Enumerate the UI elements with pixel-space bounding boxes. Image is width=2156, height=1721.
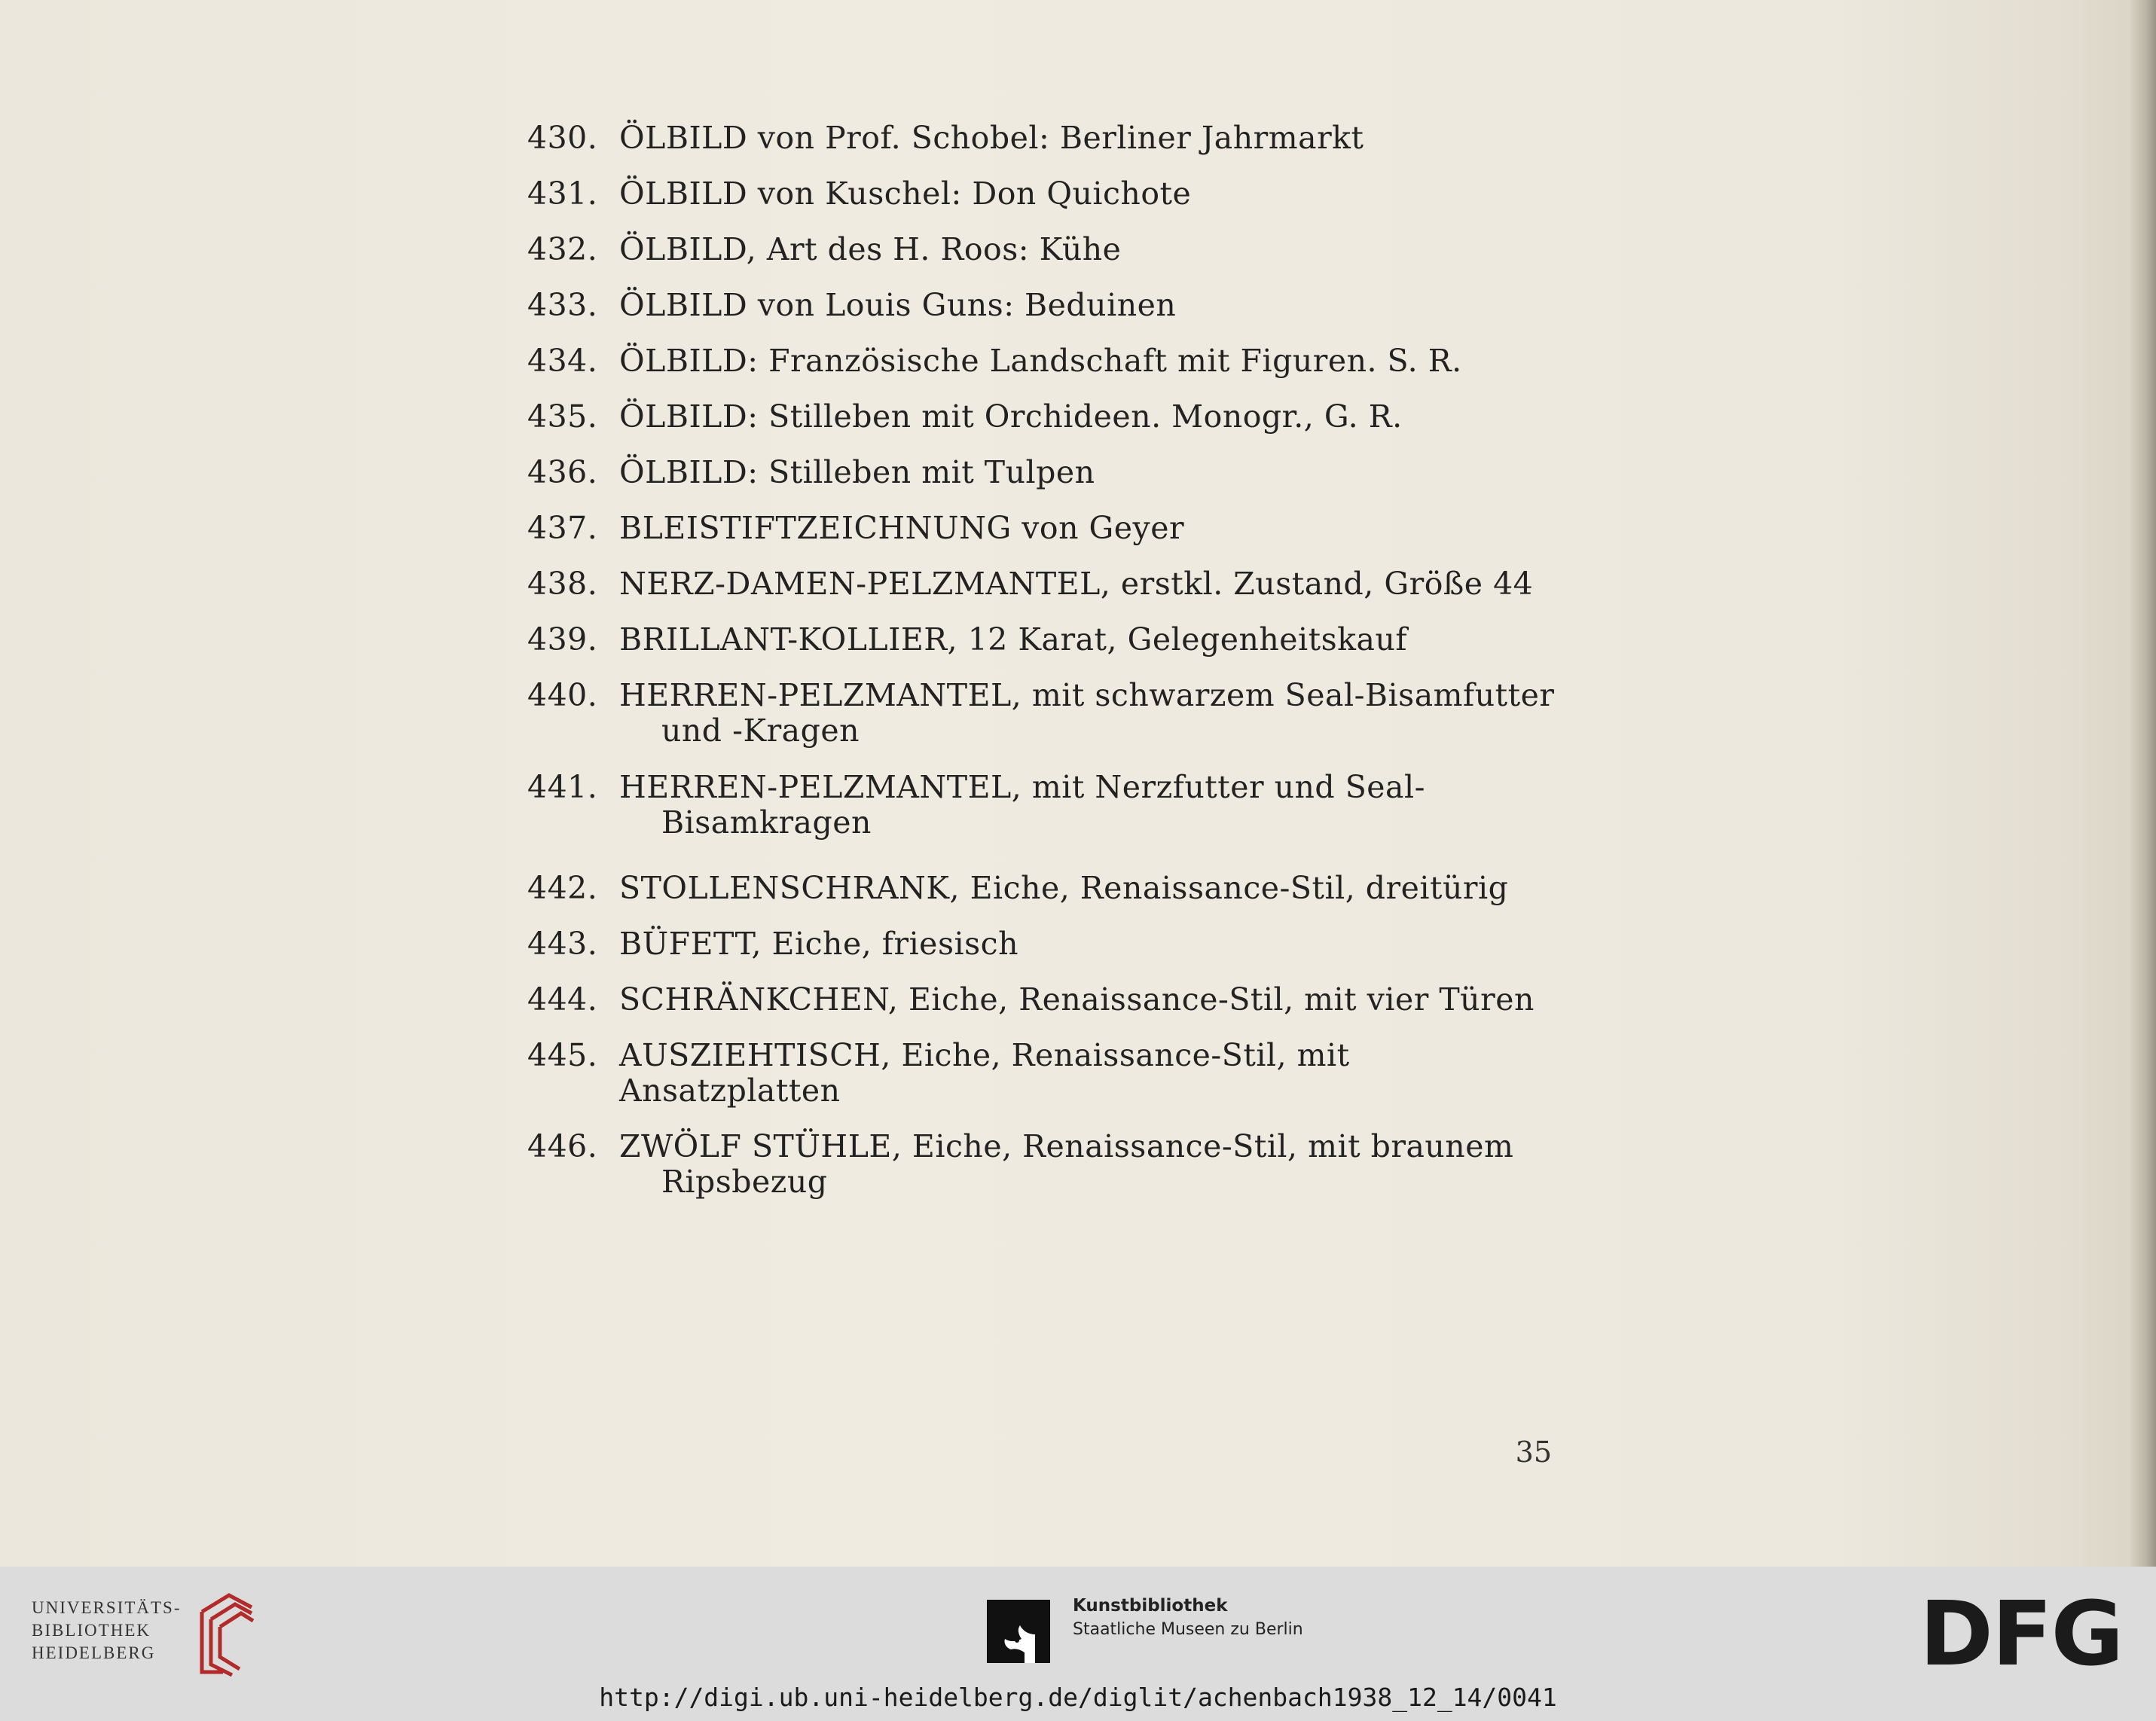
ub-heidelberg-logo[interactable] (32, 1597, 182, 1665)
lot-number: 443. (527, 926, 598, 962)
lot-number: 445. (527, 1037, 598, 1073)
kunstbibliothek-eagle-icon (987, 1600, 1050, 1663)
lot-description: HERREN-PELZMANTEL, mit schwarzem Seal-Bisamfutter (619, 677, 1555, 713)
catalog-entry (527, 622, 1567, 658)
kb-subtitle: Staatliche Museen zu Berlin (1073, 1620, 1303, 1639)
page-edge-shadow (2129, 0, 2156, 1567)
catalog-entry (527, 678, 1567, 749)
lot-description: STOLLENSCHRANK, Eiche, Renaissance-Stil, dreitürig (619, 870, 1509, 906)
lot-description: ZWÖLF STÜHLE, Eiche, Renaissance-Stil, mit braunem (619, 1128, 1514, 1164)
lot-number: 439. (527, 621, 598, 658)
page-number: 35 (1515, 1436, 1552, 1469)
lot-description: ÖLBILD von Prof. Schobel: Berliner Jahrmarkt (619, 120, 1364, 156)
lot-number: 442. (527, 870, 598, 906)
lot-number: 430. (527, 120, 598, 156)
catalog-entry (527, 1038, 1567, 1109)
ub-logo-line: UNIVERSITÄTS- (32, 1598, 182, 1617)
catalog-entry (527, 982, 1567, 1018)
lot-number: 440. (527, 677, 598, 713)
lot-number: 432. (527, 231, 598, 267)
catalog-entry (527, 121, 1567, 156)
ub-heidelberg-mark-icon (193, 1591, 258, 1678)
lot-description-continued: und -Kragen (661, 713, 860, 749)
catalog-entry (527, 343, 1567, 379)
lot-number: 431. (527, 175, 598, 212)
lot-description: ÖLBILD von Louis Guns: Beduinen (619, 287, 1177, 323)
lot-description: ÖLBILD: Stilleben mit Orchideen. Monogr., G. R. (619, 398, 1403, 435)
lot-number: 441. (527, 769, 598, 805)
catalog-entry (527, 176, 1567, 212)
lot-description: NERZ-DAMEN-PELZMANTEL, erstkl. Zustand, Größe 44 (619, 566, 1534, 602)
lot-number: 435. (527, 398, 598, 435)
lot-description: ÖLBILD, Art des H. Roos: Kühe (619, 231, 1122, 267)
lot-number: 438. (527, 566, 598, 602)
lot-description: SCHRÄNKCHEN, Eiche, Renaissance-Stil, mit vier Türen (619, 981, 1535, 1018)
lot-description: HERREN-PELZMANTEL, mit Nerzfutter und Seal- (619, 769, 1425, 805)
dfg-logo[interactable]: DFG (1919, 1582, 2123, 1686)
catalog-entry (527, 288, 1567, 323)
lot-description: BLEISTIFTZEICHNUNG von Geyer (619, 510, 1185, 546)
catalog-list (527, 121, 1567, 1200)
lot-number: 437. (527, 510, 598, 546)
lot-number: 444. (527, 981, 598, 1018)
kunstbibliothek-logo[interactable] (1073, 1594, 1303, 1642)
catalog-entry (527, 1129, 1567, 1200)
lot-description: ÖLBILD: Stilleben mit Tulpen (619, 454, 1095, 490)
lot-number: 433. (527, 287, 598, 323)
catalog-entry (527, 566, 1567, 602)
lot-description: ÖLBILD von Kuschel: Don Quichote (619, 175, 1192, 212)
lot-description: ÖLBILD: Französische Landschaft mit Figuren. S. R. (619, 343, 1462, 379)
catalog-entry (527, 232, 1567, 267)
permalink-url[interactable]: http://digi.ub.uni-heidelberg.de/diglit/achenbach1938_12_14/0041 (599, 1683, 1557, 1712)
lot-number: 446. (527, 1128, 598, 1164)
catalog-entry (527, 926, 1567, 962)
ub-logo-line: HEIDELBERG (32, 1643, 156, 1662)
lot-number: 436. (527, 454, 598, 490)
catalog-entry (527, 871, 1567, 906)
lot-number: 434. (527, 343, 598, 379)
catalog-entry (527, 455, 1567, 490)
lot-description-continued: Bisamkragen (661, 804, 872, 841)
lot-description: BRILLANT-KOLLIER, 12 Karat, Gelegenheitskauf (619, 621, 1408, 658)
catalog-entry (527, 399, 1567, 435)
catalog-entry (527, 770, 1567, 841)
ub-logo-line: BIBLIOTHEK (32, 1621, 151, 1640)
lot-description: BÜFETT, Eiche, friesisch (619, 926, 1019, 962)
kb-title: Kunstbibliothek (1073, 1596, 1228, 1616)
lot-description: AUSZIEHTISCH, Eiche, Renaissance-Stil, mit Ansatzplatten (619, 1037, 1350, 1109)
lot-description-continued: Ripsbezug (661, 1164, 828, 1200)
catalog-entry (527, 511, 1567, 546)
